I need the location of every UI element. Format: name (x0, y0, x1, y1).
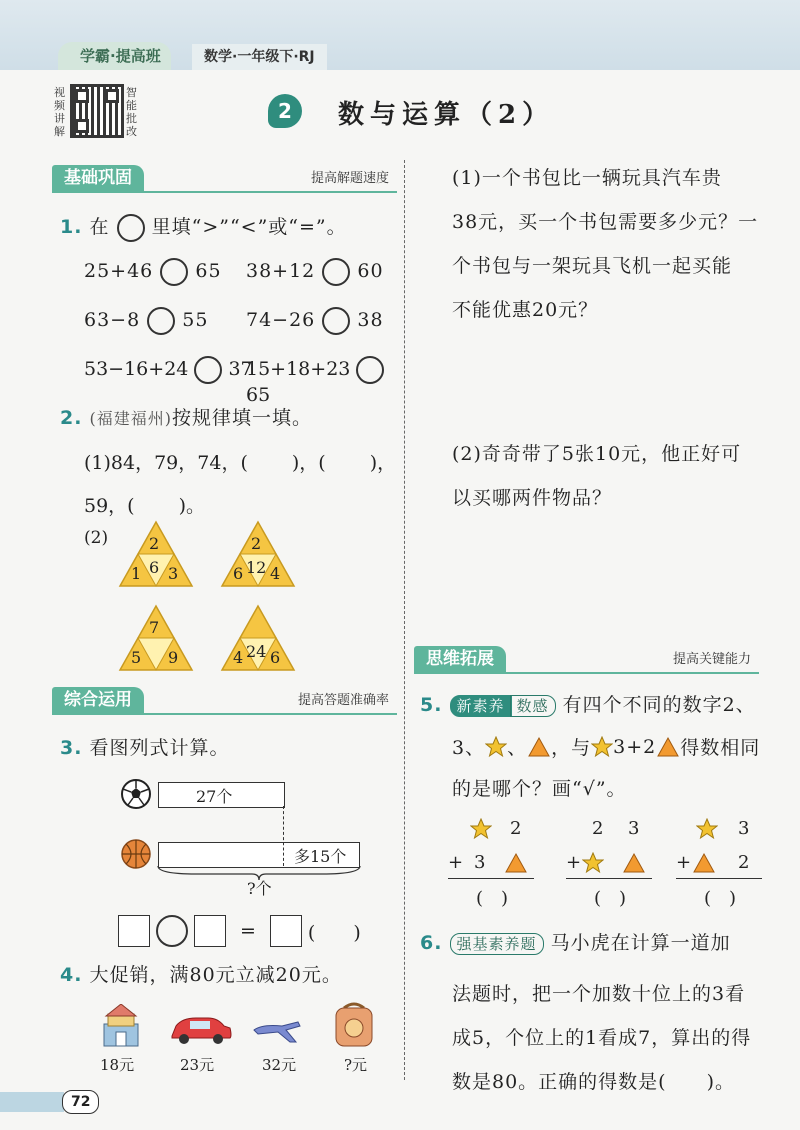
section-comprehensive-label: 综合运用 (52, 687, 144, 713)
opt3-plus: + (676, 852, 692, 873)
q4-stem-text: 大促销，满80元立减20元。 (89, 964, 342, 986)
star-icon (591, 736, 613, 758)
q5-line3: 的是哪个？画“√”。 (452, 778, 627, 800)
q5-text-2d: 3+2 (613, 735, 657, 758)
opt1-plus: + (448, 852, 464, 873)
qr-left-label: 视频讲解 (54, 86, 65, 138)
triangle-icon (504, 852, 528, 874)
page-number: 72 (62, 1090, 99, 1114)
q4-sub1-line: (1)一个书包比一辆玩具汽车贵 (452, 167, 722, 189)
q1-number: 1. (60, 216, 83, 238)
opt1-r2a: 3 (474, 852, 486, 873)
q1-value: 55 (182, 309, 209, 331)
school-bag-icon (330, 1000, 378, 1048)
q3-stem (60, 733, 230, 760)
q6-text: 数是80。正确的得数是( )。 (452, 1071, 736, 1093)
tri2-mid: 12 (246, 558, 267, 577)
q1-expr: 38+12 (246, 260, 316, 282)
brand-tab (58, 42, 171, 70)
tri4-mid: 24 (246, 642, 267, 661)
section-comprehensive-line (52, 713, 397, 715)
qr-right-label: 智能批改 (126, 86, 137, 138)
column-divider (404, 160, 405, 1080)
q6-number: 6. (420, 932, 443, 954)
equals-sign: = (240, 920, 256, 942)
bar-soccer-label: 27个 (196, 787, 233, 806)
operator-circle[interactable] (156, 915, 188, 947)
grade-label: 数学·一年级下·RJ (204, 49, 315, 65)
opt3-r2b: 2 (738, 852, 750, 873)
q1-expr: 63−8 (84, 309, 141, 331)
q6-line1 (420, 928, 731, 955)
q1-value: 65 (246, 384, 271, 406)
section-thinking-label: 思维拓展 (414, 646, 506, 672)
toy-plane-icon (252, 1012, 302, 1046)
q1-expr: 53−16+24 (84, 358, 189, 380)
price-bag: ?元 (344, 1056, 368, 1074)
q6-text: 成5，个位上的1看成7，算出的得 (452, 1027, 752, 1049)
section-basic-label: 基础巩固 (52, 165, 144, 191)
opt3-r1b: 3 (738, 818, 750, 839)
price-plane: 32元 (262, 1056, 297, 1074)
q4-sub2-line: (2)奇奇带了5张10元，他正好可 (452, 443, 742, 465)
section-basic-tag: 提高解题速度 (310, 171, 389, 186)
q4-sub1 (452, 156, 758, 332)
q2-part1 (84, 448, 396, 475)
q2-stem-text: 按规律填一填。 (172, 407, 313, 429)
q5-text-2c: ，与 (551, 737, 592, 759)
grade-tab (192, 44, 327, 70)
q3-equation (118, 915, 361, 947)
q1-expr: 25+46 (84, 260, 154, 282)
tri3-right: 9 (168, 648, 179, 667)
star-icon (582, 852, 604, 874)
q1-value: 38 (357, 309, 384, 331)
answer-box[interactable] (118, 915, 150, 947)
toy-castle-icon (100, 1004, 142, 1048)
q5-option-3 (676, 816, 766, 909)
q6-body (452, 972, 751, 1104)
opt2-paren[interactable]: ( ) (594, 888, 627, 909)
q1-expr: 74−26 (246, 309, 316, 331)
tri1-top: 2 (149, 534, 160, 553)
q5-line2 (452, 733, 760, 760)
q4-sub1-line: 不能优惠20元？ (452, 299, 599, 321)
q1-value: 60 (357, 260, 384, 282)
compare-circle[interactable] (160, 258, 188, 286)
q5-text-2a: 3、 (452, 737, 486, 759)
triangle-icon (527, 736, 551, 758)
q1-stem-b: 里填“>”“<”或“=”。 (151, 216, 347, 238)
toy-car-icon (168, 1014, 234, 1046)
tri3-top: 7 (149, 618, 160, 637)
answer-box[interactable] (194, 915, 226, 947)
tri2-right: 4 (270, 564, 281, 583)
compare-circle[interactable] (194, 356, 222, 384)
q2-source: (福建福州) (89, 409, 172, 428)
star-icon (470, 818, 492, 840)
opt1-r1b: 2 (510, 818, 522, 839)
bar-divider (283, 806, 284, 866)
q4-sub1-line: 38元，买一个书包需要多少元？一 (452, 211, 759, 233)
opt2-line (566, 878, 652, 879)
soccer-ball-icon (120, 778, 152, 810)
tri1-left: 1 (131, 564, 142, 583)
q2-stem (60, 403, 312, 430)
lesson-number: 2 (268, 94, 302, 128)
q3-stem-text: 看图列式计算。 (89, 737, 230, 759)
opt3-line (676, 878, 762, 879)
q4-stem (60, 960, 342, 987)
tri4-left: 4 (233, 648, 244, 667)
triangle-icon (622, 852, 646, 874)
bar-basketball-label: 多15个 (294, 847, 347, 866)
tri1-mid: 6 (149, 558, 160, 577)
section-comprehensive (52, 687, 397, 715)
q2-p1-e: )。 (178, 495, 206, 517)
opt2-plus: + (566, 852, 582, 873)
qr-code[interactable] (70, 84, 124, 138)
q5-line1 (420, 690, 756, 717)
q5-text-2b: 、 (507, 737, 528, 759)
q1-stem-a: 在 (89, 216, 110, 238)
q5-option-1 (448, 816, 538, 909)
compare-circle[interactable] (356, 356, 384, 384)
q2-part2-label: (2) (84, 528, 109, 548)
q4-sub1-line: 个书包与一架玩具飞机一起买能 (452, 255, 733, 277)
star-icon (485, 736, 507, 758)
total-label: ?个 (247, 879, 272, 898)
q6-text: 法题时，把一个加数十位上的3看 (452, 983, 746, 1005)
q4-number: 4. (60, 964, 83, 986)
footer-band (0, 1092, 64, 1112)
tri4-right: 6 (270, 648, 281, 667)
section-thinking (414, 646, 759, 674)
q2-p1-a: (1)84，79，74，( (84, 452, 248, 474)
q5-text-1: 有四个不同的数字2、 (562, 694, 756, 716)
triangle-icon (656, 736, 680, 758)
q1-row-1 (84, 258, 404, 286)
q6-text: 马小虎在计算一道加 (550, 932, 731, 954)
q1-stem (60, 212, 347, 242)
opt1-line (448, 878, 534, 879)
tri1-right: 3 (168, 564, 179, 583)
tri3-left: 5 (131, 648, 142, 667)
q2-number: 2. (60, 407, 83, 429)
opt1-paren[interactable]: ( ) (476, 888, 509, 909)
answer-box[interactable] (270, 915, 302, 947)
star-icon (696, 818, 718, 840)
tri2-left: 6 (233, 564, 244, 583)
opt3-paren[interactable]: ( ) (704, 888, 737, 909)
q4-sub2 (452, 432, 741, 520)
price-car: 23元 (180, 1056, 215, 1074)
q5-text-2e: 得数相同 (680, 737, 761, 759)
unit-paren[interactable]: ( ) (307, 921, 361, 944)
q5-option-2 (566, 816, 656, 909)
page-title: 数与运算（2） (338, 100, 555, 130)
section-thinking-line (414, 672, 759, 674)
q1-value: 65 (195, 260, 222, 282)
q5-number: 5. (420, 694, 443, 716)
compare-circle[interactable] (322, 307, 350, 335)
badge-new-literacy: 新素养 (450, 695, 512, 717)
triangle-icon (692, 852, 716, 874)
triangle-numbers (118, 520, 398, 680)
basketball-icon (120, 838, 152, 870)
q2-p1-d: 59，( (84, 495, 135, 517)
opt2-r1a: 2 (592, 818, 604, 839)
badge-strong-basis: 强基素养题 (450, 933, 544, 955)
q4-sub2-line: 以买哪两件物品？ (452, 487, 613, 509)
badge-number-sense: 数感 (510, 695, 556, 717)
section-comprehensive-tag: 提高答题准确率 (297, 693, 389, 708)
section-thinking-tag: 提高关键能力 (672, 652, 751, 667)
section-basic (52, 165, 397, 193)
q2-p1-c: )， (369, 452, 397, 474)
price-castle: 18元 (100, 1056, 135, 1074)
q3-number: 3. (60, 737, 83, 759)
q1-row-2 (84, 307, 404, 335)
q1-expr: 15+18+23 (246, 358, 351, 380)
q1-row-3 (84, 356, 404, 406)
compare-circle[interactable] (147, 307, 175, 335)
q1-value: 37 (228, 358, 253, 380)
tri2-top: 2 (251, 534, 262, 553)
opt2-r1b: 3 (628, 818, 640, 839)
brand-label: 学霸·提高班 (80, 47, 161, 65)
q2-p1-b: )，( (291, 452, 326, 474)
section-basic-line (52, 191, 397, 193)
q2-part1-line2 (84, 491, 205, 518)
compare-circle[interactable] (322, 258, 350, 286)
compare-circle[interactable] (117, 214, 145, 242)
